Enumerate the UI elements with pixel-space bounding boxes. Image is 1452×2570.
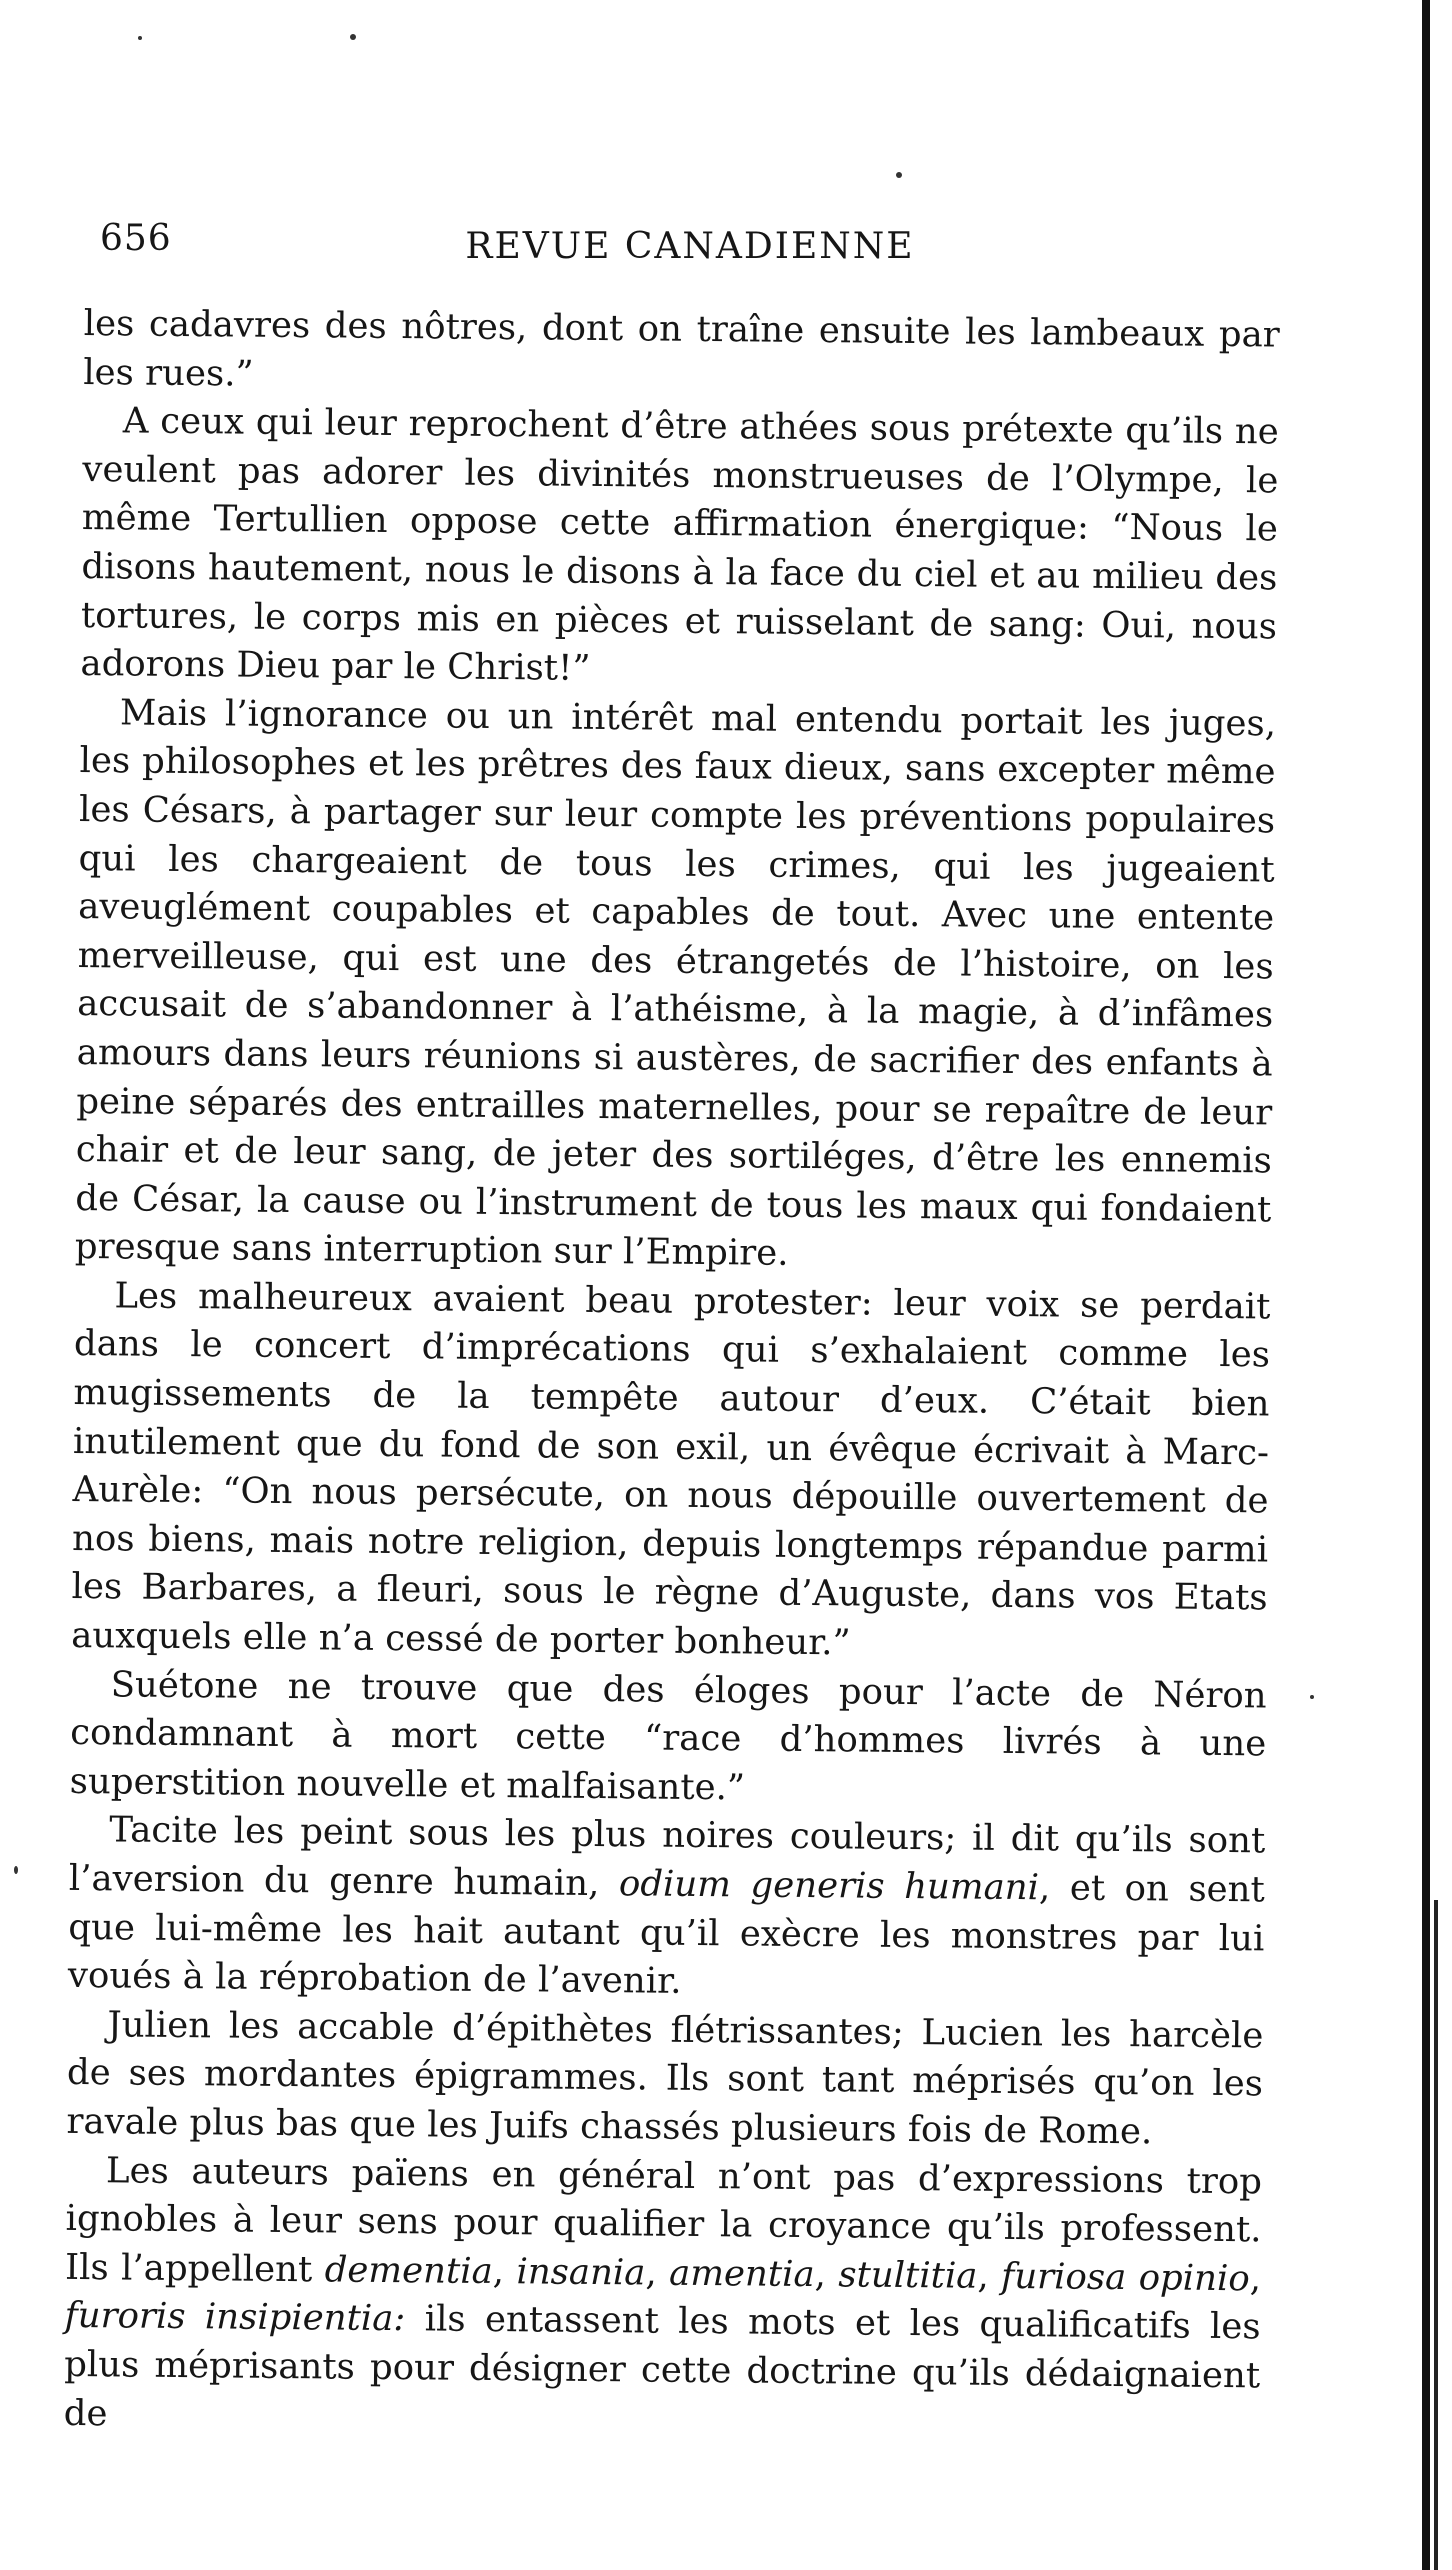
- text-run: ,: [645, 2252, 670, 2294]
- italic-latin-term: amentia: [668, 2252, 815, 2295]
- text-run: Mais l’ignorance ou un intérêt mal entendu portait les juges, les philosophes et les prêtres des faux dieux, sans excepter même les Césars, à partager sur leur compte les préventions populaires qui les chargeaient de tous les crimes, qui les jugeaient aveuglément coupables et capables de tout. Avec une entente merveilleuse, qui est une des étrangetés de l’histoire, on les accusait de s’abandonner à l’athéisme, à la magie, à d’infâmes amours dans leurs réunions si austères, de sacrifier des enfants à peine séparés des entrailles maternelles, pour se repaître de leur chair et de leur sang, de jeter des sortiléges, d’être les ennemis de César, la cause ou l’instrument de tous les maux qui fondaient presque sans interruption sur l’Empire.: [74, 692, 1277, 1275]
- italic-latin-term: furoris insipientia:: [64, 2295, 406, 2340]
- paragraph: [75, 689, 1277, 1284]
- paragraph: [80, 397, 1279, 700]
- text-run: Les auteurs païens en général n’ont pas d’expressions trop ignobles à leur sens pour qualifier la croyance qu’ils professent. Ils l’appellent: [64, 2149, 1263, 2291]
- paragraph: [83, 300, 1280, 409]
- paragraph: [63, 2146, 1262, 2449]
- scan-speck: [1310, 1695, 1314, 1699]
- scan-edge-line: [1422, 0, 1430, 2570]
- text-run: Julien les accable d’épithètes flétrissantes; Lucien les harcèle de ses mordantes épigrammes. Ils sont tant méprisés qu’on les ravale plus bas que les Juifs chassés plusieurs fois de Rome.: [66, 2004, 1264, 2153]
- paragraph: [68, 1806, 1266, 2012]
- text-run: les cadavres des nôtres, dont on traîne ensuite les lambeaux par les rues.”: [83, 302, 1280, 395]
- text-run: Suétone ne trouve que des éloges pour l’acte de Néron condamnant à mort cette “race d’hommes livrés à une superstition nouvelle et malfaisante.”: [69, 1663, 1267, 1809]
- text-run: ils entassent les mots et les qualificatifs les plus méprisants pour désigner cette doctrine qu’ils dédaignaient de: [63, 2298, 1261, 2434]
- text-run: ,: [977, 2255, 1002, 2297]
- italic-latin-term: stultitia: [838, 2254, 978, 2297]
- italic-latin-term: dementia: [324, 2249, 493, 2292]
- italic-latin-term: insania: [516, 2250, 646, 2294]
- italic-latin-term: odium generis humani: [618, 1863, 1040, 1909]
- text-run: Tacite les peint sous les plus noires couleurs; il dit qu’ils sont l’aversion du genre humain,: [68, 1809, 1266, 1905]
- italic-latin-term: furiosa opinio: [1000, 2255, 1250, 2300]
- text-run: A ceux qui leur reprochent d’être athées sous prétexte qu’ils ne veulent pas adorer les divinités monstrueuses de l’Olympe, le même Tertullien oppose cette affirmation énergique: “Nous le disons hautement, nous le disons à la face du ciel et au milieu des tortures, le corps mis en pièces et ruisselant de sang: Oui, nous adorons Dieu par le Christ!”: [80, 400, 1279, 690]
- text-run: Les malheureux avaient beau protester: leur voix se perdait dans le concert d’imprécations qui s’exhalaient comme les mugissements de la tempête autour d’eux. C’était bien inutilement que du fond de son exil, un évêque écrivait à Marc-Aurèle: “On nous persécute, on nous dépouille ouvertement de nos biens, mais notre religion, depuis longtemps répandue parmi les Barbares, a fleuri, sous le règne d’Auguste, dans vos Etats auxquels elle n’a cessé de porter bonheur.”: [70, 1275, 1271, 1664]
- scan-speck: [138, 36, 142, 40]
- text-run: ,: [1249, 2258, 1262, 2300]
- running-title: REVUE CANADIENNE: [465, 226, 915, 267]
- text-run: , et on sent que lui-même les hait autant qu’il exècre les monstres par lui voués à la réprobation de l’avenir.: [67, 1867, 1265, 2002]
- body-text: [63, 300, 1279, 2450]
- scan-speck: [350, 34, 356, 40]
- paragraph: [66, 2001, 1263, 2158]
- scan-speck: [14, 1866, 18, 1874]
- paragraph: [71, 1272, 1271, 1672]
- text-run: ,: [814, 2253, 839, 2296]
- page-number: 656: [100, 218, 172, 259]
- scan-edge-shadow: [1434, 1900, 1438, 2570]
- paragraph: [70, 1661, 1267, 1818]
- scan-speck: [896, 172, 902, 178]
- text-run: ,: [492, 2250, 517, 2292]
- page-header: [100, 218, 1280, 278]
